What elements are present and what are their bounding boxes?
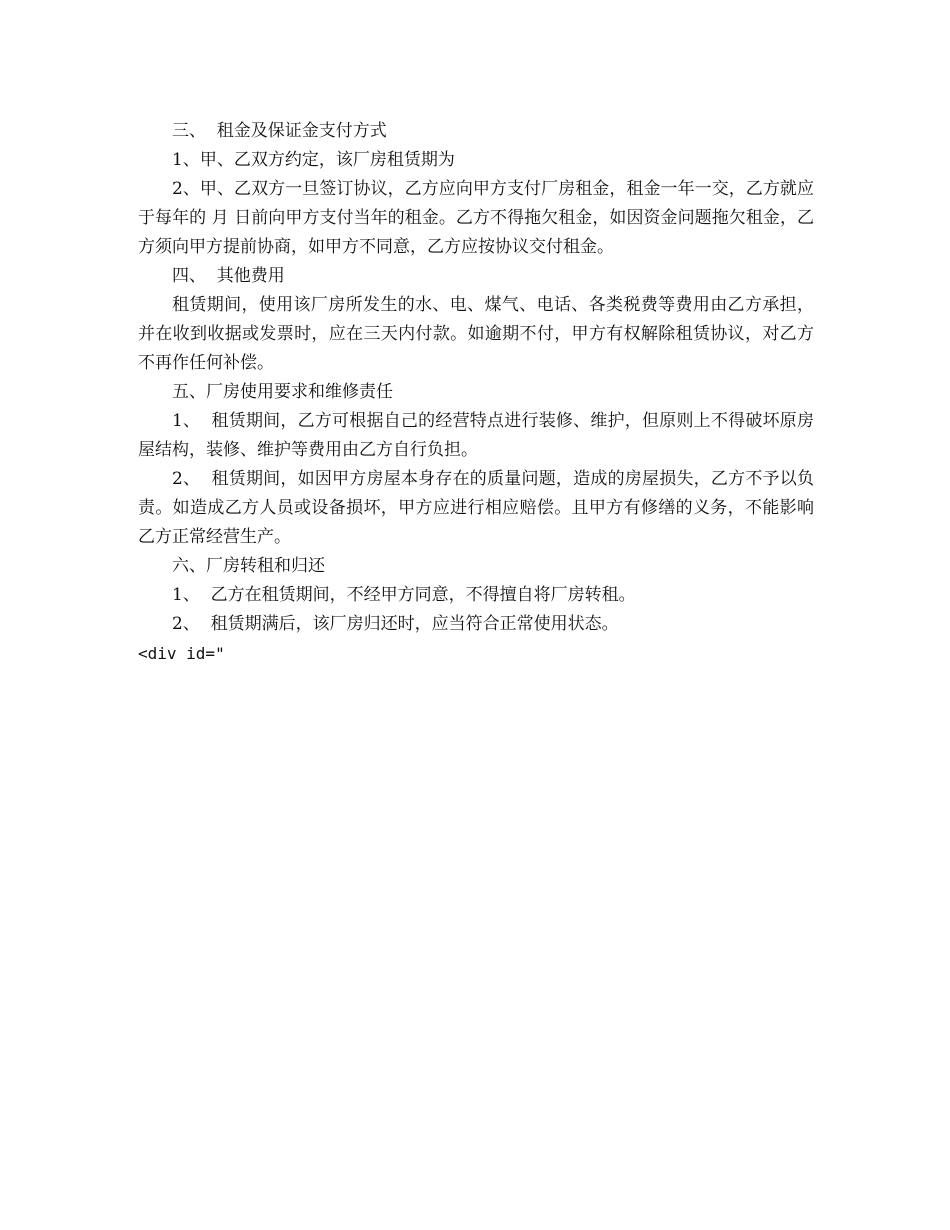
clause-quality-issues: 2、 租赁期间，如因甲方房屋本身存在的质量问题，造成的房屋损失，乙方不予以负责。如造成乙方人员或设备损坏，甲方应进行相应赔偿。且甲方有修缮的义务，不能影响乙方正常经营生产。 [138, 469, 814, 547]
section-heading-other-fees: 四、 其他费用 [172, 266, 285, 286]
clause-no-sublease: 1、 乙方在租赁期间，不经甲方同意，不得擅自将厂房转租。 [172, 585, 636, 605]
section-heading-usage-maintenance: 五、厂房使用要求和维修责任 [172, 382, 393, 402]
clause-other-fees: 租赁期间，使用该厂房所发生的水、电、煤气、电话、各类税费等费用由乙方承担，并在收到收据或发票时，应在三天内付款。如逾期不付，甲方有权解除租赁协议，对乙方不再作任何补偿。 [138, 295, 814, 373]
clause-renovation: 1、 租赁期间，乙方可根据自己的经营特点进行装修、维护，但原则上不得破坏原房屋结构，装修、维护等费用由乙方自行负担。 [138, 411, 814, 460]
trailing-code-fragment: <div id=" [138, 644, 225, 663]
section-heading-rent-payment: 三、 租金及保证金支付方式 [172, 121, 387, 141]
clause-lease-term: 1、甲、乙双方约定，该厂房租赁期为 [172, 150, 455, 170]
clause-return-condition: 2、 租赁期满后，该厂房归还时，应当符合正常使用状态。 [172, 614, 619, 634]
section-heading-sublease-return: 六、厂房转租和归还 [172, 556, 325, 576]
clause-rent-payment: 2、甲、乙双方一旦签订协议，乙方应向甲方支付厂房租金，租金一年一交，乙方就应于每年的 月 日前向甲方支付当年的租金。乙方不得拖欠租金，如因资金问题拖欠租金，乙方须向甲方提前协商，如甲方不同意，乙方应按协议交付租金。 [138, 179, 814, 257]
document-body [138, 117, 814, 668]
